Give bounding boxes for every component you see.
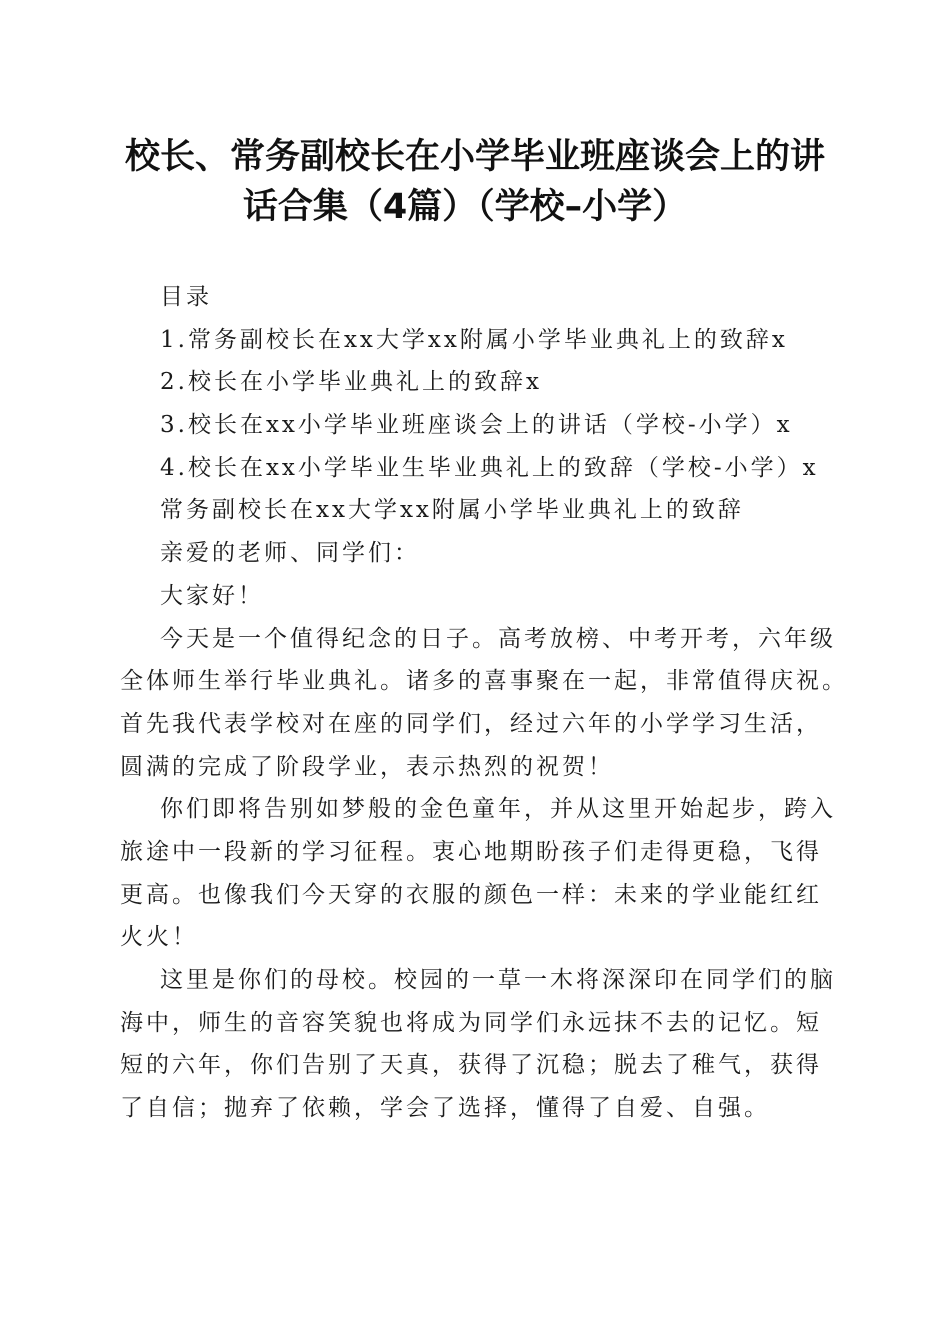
paragraph-line: 火火！	[120, 924, 198, 951]
paragraph-1	[120, 618, 848, 789]
paragraph-line: 圆满的完成了阶段学业，表示热烈的祝贺！	[120, 753, 614, 780]
salutation: 亲爱的老师、同学们：	[160, 540, 420, 567]
document-body	[120, 276, 848, 1130]
paragraph-line: 了自信；抛弃了依赖，学会了选择，懂得了自爱、自强。	[120, 1095, 770, 1122]
paragraph-line: 你们即将告别如梦般的金色童年，并从这里开始起步，跨入	[160, 796, 836, 823]
paragraph-3	[120, 959, 835, 1130]
toc-item-1: 1.常务副校长在xx大学xx附属小学毕业典礼上的致辞x	[160, 326, 788, 353]
document-title	[100, 132, 850, 232]
toc-heading: 目录	[160, 284, 212, 310]
paragraph-line: 首先我代表学校对在座的同学们，经过六年的小学学习生活，	[120, 710, 822, 737]
toc-item-3: 3.校长在xx小学毕业班座谈会上的讲话（学校-小学）x	[160, 412, 793, 439]
toc-item-2: 2.校长在小学毕业典礼上的致辞x	[160, 369, 542, 396]
title-line-2: 话合集（4篇）（学校–小学）	[242, 187, 688, 227]
paragraph-line: 今天是一个值得纪念的日子。高考放榜、中考开考，六年级	[160, 625, 836, 652]
toc-item-4: 4.校长在xx小学毕业生毕业典礼上的致辞（学校-小学）x	[160, 454, 819, 481]
paragraph-line: 短的六年，你们告别了天真，获得了沉稳；脱去了稚气，获得	[120, 1052, 822, 1079]
greeting: 大家好！	[160, 582, 264, 609]
title-line-1: 校长、常务副校长在小学毕业班座谈会上的讲	[124, 137, 825, 177]
paragraph-line: 更高。也像我们今天穿的衣服的颜色一样：未来的学业能红红	[120, 881, 822, 908]
paragraph-line: 这里是你们的母校。校园的一草一木将深深印在同学们的脑	[160, 967, 836, 993]
paragraph-2	[120, 788, 835, 959]
paragraph-line: 海中，师生的音容笑貌也将成为同学们永远抹不去的记忆。短	[120, 1009, 822, 1036]
section-heading: 常务副校长在xx大学xx附属小学毕业典礼上的致辞	[160, 497, 744, 524]
paragraph-line: 全体师生举行毕业典礼。诸多的喜事聚在一起，非常值得庆祝。	[120, 668, 848, 695]
paragraph-line: 旅途中一段新的学习征程。衷心地期盼孩子们走得更稳，飞得	[120, 838, 822, 865]
